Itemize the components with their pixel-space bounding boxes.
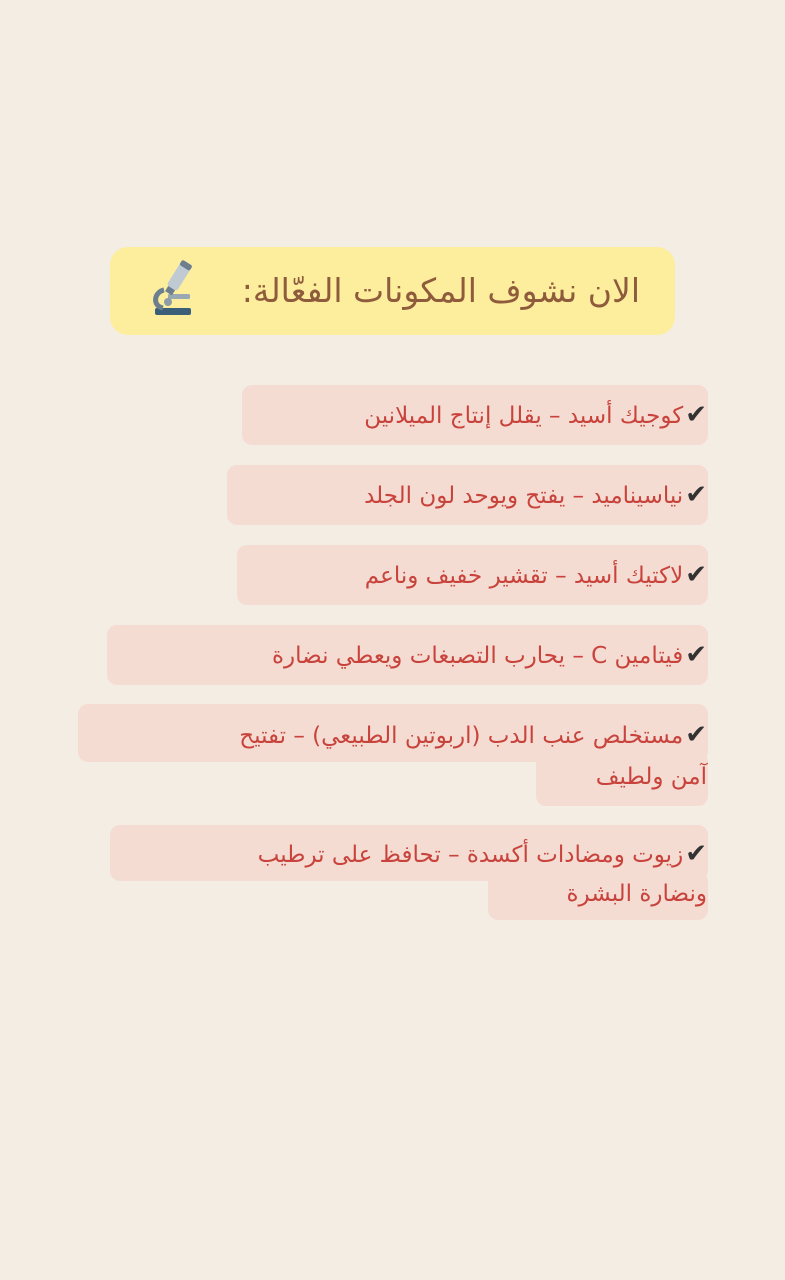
list-item: [239, 715, 707, 756]
list-item: [364, 395, 707, 436]
list-item: [364, 475, 707, 516]
checkmark-icon: ✔: [685, 720, 707, 750]
list-item-continuation: ونضارة البشرة: [566, 881, 707, 907]
list-item: [258, 834, 707, 875]
list-item: [272, 635, 707, 676]
list-item-text: زيوت ومضادات أكسدة – تحافظ على ترطيب: [257, 842, 684, 868]
list-item-continuation: آمن ولطيف: [595, 764, 707, 790]
list-item-text: كوجيك أسيد – يقلل إنتاج الميلانين: [364, 403, 684, 429]
list-item-text: نياسيناميد – يفتح ويوحد لون الجلد: [364, 483, 684, 509]
checkmark-icon: ✔: [685, 839, 707, 869]
checkmark-icon: ✔: [685, 480, 707, 510]
checkmark-icon: ✔: [685, 560, 707, 590]
list-item: [365, 555, 707, 596]
list-item-text: لاكتيك أسيد – تقشير خفيف وناعم: [364, 563, 684, 589]
list-item-text: مستخلص عنب الدب (اربوتين الطبيعي) – تفتيح: [239, 723, 684, 749]
microscope-icon: [148, 258, 198, 318]
checkmark-icon: ✔: [685, 400, 707, 430]
checkmark-icon: ✔: [685, 640, 707, 670]
list-item-text: فيتامين C – يحارب التصبغات ويعطي نضارة: [271, 643, 684, 669]
page-title: الان نشوف المكونات الفعّالة:: [241, 271, 640, 310]
